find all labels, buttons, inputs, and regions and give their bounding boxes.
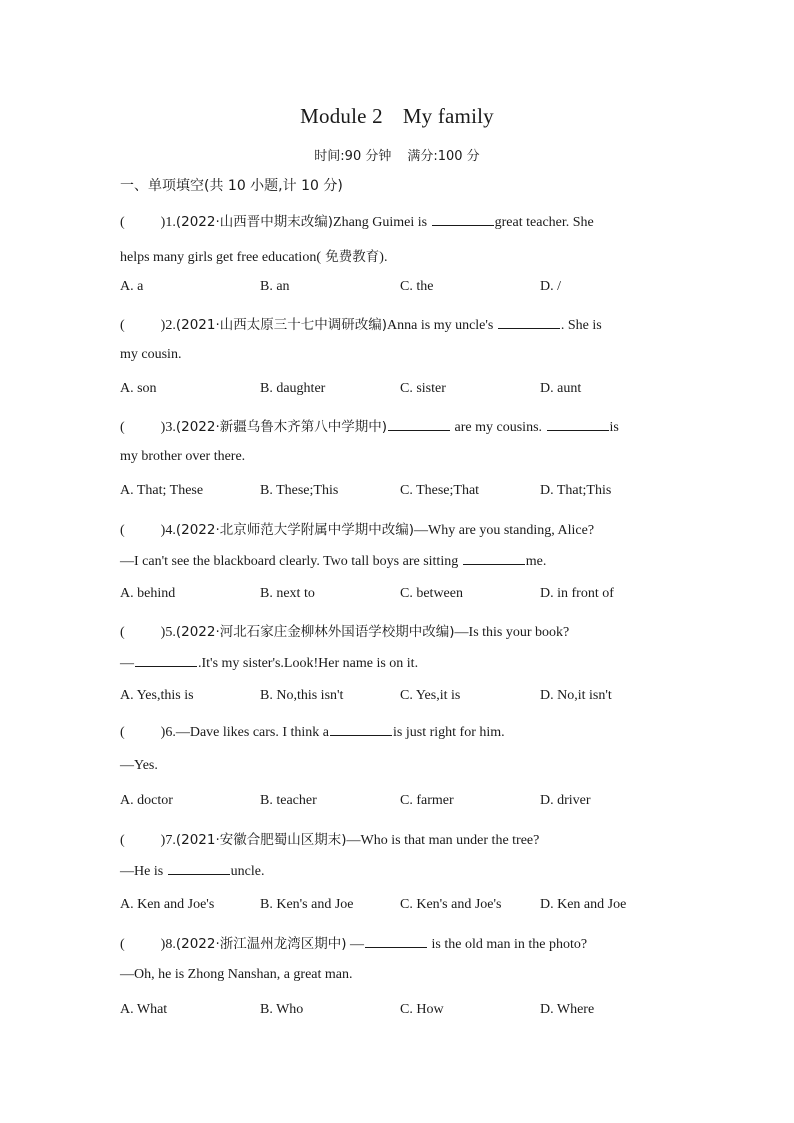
module-topic: My family <box>402 104 494 128</box>
option-b[interactable]: B. an <box>260 279 290 294</box>
question-2-line-1: ( )2.(2021·山西太原三十七中调研改编)Anna is my uncle's . She is <box>120 317 602 333</box>
question-3-line-2: my brother over there. <box>120 449 246 464</box>
section-heading: 一、单项填空(共 10 小题,计 10 分) <box>120 178 343 194</box>
question-6-line-1: ( )6.—Dave likes cars. I think a is just right for him. <box>120 725 505 740</box>
option-b[interactable]: B. teacher <box>260 793 317 808</box>
option-d[interactable]: D. / <box>540 279 561 294</box>
question-7-line-2: —He is uncle. <box>120 864 265 879</box>
option-b[interactable]: B. next to <box>260 586 315 601</box>
question-4-line-2: —I can't see the blackboard clearly. Two tall boys are sitting me. <box>120 554 547 569</box>
question-3-line-1: ( )3.(2022·新疆乌鲁木齐第八中学期中) are my cousins. is <box>120 419 619 435</box>
option-b[interactable]: B. These;This <box>260 483 339 498</box>
answer-blank[interactable] <box>547 418 609 431</box>
option-a[interactable]: A. That; These <box>120 483 204 498</box>
option-a[interactable]: A. doctor <box>120 793 173 808</box>
question-6-line-2: —Yes. <box>120 758 158 773</box>
full-score: 满分:100 分 <box>407 149 480 164</box>
page-title <box>0 104 794 129</box>
answer-blank[interactable] <box>365 935 427 948</box>
time-limit: 时间:90 分钟 <box>314 149 392 164</box>
answer-blank[interactable] <box>498 316 560 329</box>
question-1-line-1: ( )1.(2022·山西晋中期末改编)Zhang Guimei is great teacher. She <box>120 214 594 230</box>
option-c[interactable]: C. Ken's and Joe's <box>400 897 502 912</box>
answer-blank[interactable] <box>388 418 450 431</box>
option-a[interactable]: A. What <box>120 1002 168 1017</box>
option-c[interactable]: C. sister <box>400 381 446 396</box>
answer-blank[interactable] <box>463 552 525 565</box>
option-d[interactable]: D. in front of <box>540 586 614 601</box>
option-a[interactable]: A. Ken and Joe's <box>120 897 215 912</box>
option-d[interactable]: D. driver <box>540 793 591 808</box>
option-d[interactable]: D. Ken and Joe <box>540 897 627 912</box>
question-1-line-2: helps many girls get free education( 免费教育). <box>120 249 388 265</box>
option-a[interactable]: A. son <box>120 381 157 396</box>
option-a[interactable]: A. a <box>120 279 144 294</box>
question-5-line-1: ( )5.(2022·河北石家庄金柳林外国语学校期中改编)—Is this your book? <box>120 624 570 640</box>
option-a[interactable]: A. behind <box>120 586 176 601</box>
answer-blank[interactable] <box>168 862 230 875</box>
question-5-line-2: — .It's my sister's.Look!Her name is on it. <box>120 656 419 671</box>
option-b[interactable]: B. Who <box>260 1002 304 1017</box>
question-4-line-1: ( )4.(2022·北京师范大学附属中学期中改编)—Why are you standing, Alice? <box>120 522 595 538</box>
option-c[interactable]: C. farmer <box>400 793 454 808</box>
question-8-line-2: —Oh, he is Zhong Nanshan, a great man. <box>120 967 353 982</box>
exam-info <box>0 145 794 164</box>
option-d[interactable]: D. No,it isn't <box>540 688 612 703</box>
module-label: Module 2 <box>300 104 383 128</box>
option-a[interactable]: A. Yes,this is <box>120 688 194 703</box>
question-8-line-1: ( )8.(2022·浙江温州龙湾区期中) — is the old man in the photo? <box>120 936 588 952</box>
option-b[interactable]: B. Ken's and Joe <box>260 897 354 912</box>
option-b[interactable]: B. No,this isn't <box>260 688 344 703</box>
option-c[interactable]: C. Yes,it is <box>400 688 461 703</box>
answer-blank[interactable] <box>432 213 494 226</box>
answer-blank[interactable] <box>330 723 392 736</box>
option-c[interactable]: C. How <box>400 1002 444 1017</box>
option-c[interactable]: C. These;That <box>400 483 480 498</box>
option-d[interactable]: D. aunt <box>540 381 582 396</box>
option-d[interactable]: D. Where <box>540 1002 595 1017</box>
question-2-line-2: my cousin. <box>120 347 182 362</box>
answer-blank[interactable] <box>135 654 197 667</box>
option-c[interactable]: C. between <box>400 586 463 601</box>
option-c[interactable]: C. the <box>400 279 434 294</box>
option-d[interactable]: D. That;This <box>540 483 612 498</box>
question-7-line-1: ( )7.(2021·安徽合肥蜀山区期末)—Who is that man under the tree? <box>120 832 540 848</box>
option-b[interactable]: B. daughter <box>260 381 326 396</box>
